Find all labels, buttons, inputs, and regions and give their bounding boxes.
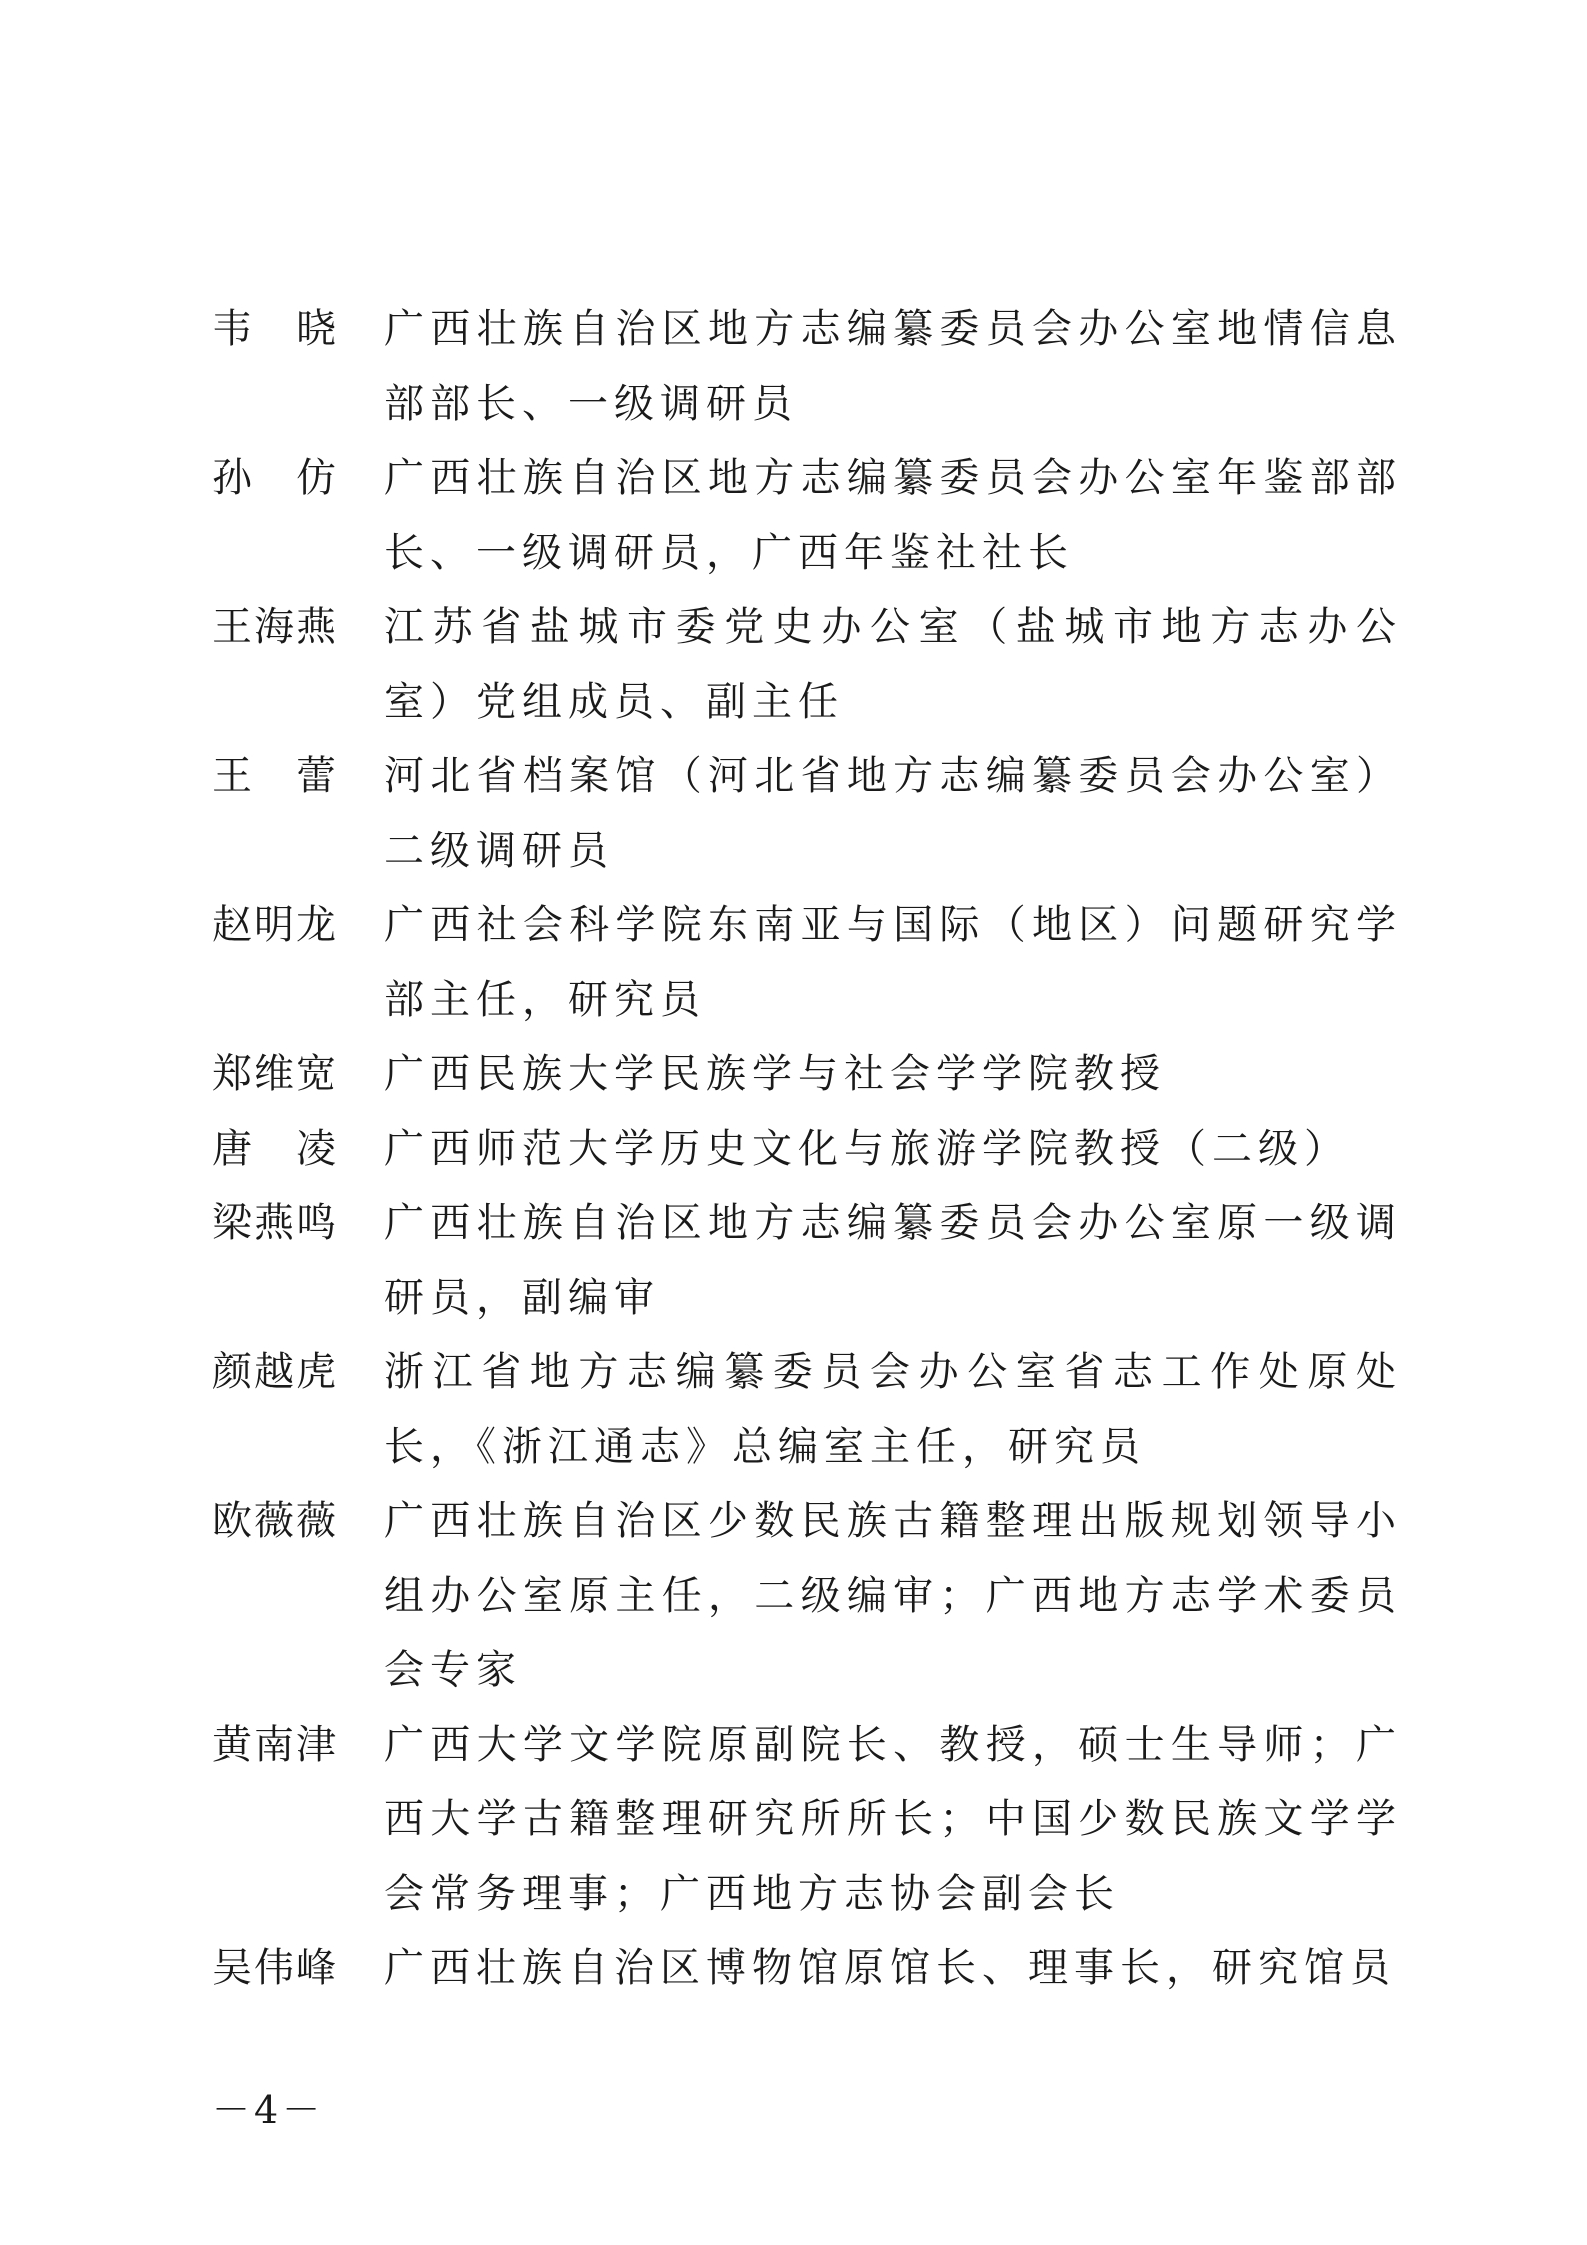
member-name: 梁燕鸣 — [212, 1200, 338, 1246]
member-title: 江苏省盐城市委党史办公室（盐城市地方志办公室）党组成员、副主任 — [384, 604, 1402, 725]
list-item — [212, 739, 1402, 888]
member-title: 浙江省地方志编纂委员会办公室省志工作处原处长，《浙江通志》总编室主任，研究员 — [384, 1349, 1402, 1470]
member-name: 欧薇薇 — [212, 1498, 338, 1544]
member-name: 唐 凌 — [212, 1125, 338, 1172]
list-item — [212, 590, 1402, 739]
member-name: 王 蕾 — [212, 753, 338, 799]
member-title: 广西壮族自治区少数民族古籍整理出版规划领导小组办公室原主任，二级编审；广西地方志学术委员会专家 — [384, 1498, 1402, 1693]
member-name: 吴伟峰 — [212, 1945, 338, 1991]
list-item — [212, 1037, 1402, 1112]
list-item — [212, 1708, 1402, 1932]
member-title: 广西壮族自治区地方志编纂委员会办公室地情信息部部长、一级调研员 — [384, 306, 1402, 427]
member-name: 黄南津 — [212, 1721, 338, 1768]
member-name: 赵明龙 — [212, 902, 338, 948]
member-name: 孙 仿 — [212, 455, 338, 501]
member-name: 王海燕 — [212, 604, 338, 650]
list-item — [212, 1112, 1402, 1187]
page-number: －4－ — [212, 2088, 325, 2132]
member-name: 韦 晓 — [212, 306, 338, 352]
member-title: 广西社会科学院东南亚与国际（地区）问题研究学部主任，研究员 — [384, 902, 1402, 1023]
member-title: 广西民族大学民族学与社会学学院教授 — [384, 1051, 1166, 1097]
member-title: 广西大学文学院原副院长、教授，硕士生导师；广西大学古籍整理研究所所长；中国少数民族文学学会常务理事；广西地方志协会副会长 — [384, 1721, 1402, 1917]
member-title: 广西壮族自治区地方志编纂委员会办公室原一级调研员，副编审 — [384, 1200, 1402, 1321]
list-item — [212, 441, 1402, 590]
member-title: 广西壮族自治区博物馆原馆长、理事长，研究馆员 — [384, 1945, 1396, 1991]
member-title: 河北省档案馆（河北省地方志编纂委员会办公室）二级调研员 — [384, 753, 1402, 874]
member-name: 郑维宽 — [212, 1051, 338, 1097]
member-name: 颜越虎 — [212, 1349, 338, 1395]
list-item — [212, 888, 1402, 1037]
list-item — [212, 1931, 1402, 2006]
member-title: 广西师范大学历史文化与旅游学院教授（二级） — [384, 1125, 1350, 1172]
member-list — [212, 292, 1402, 2006]
list-item — [212, 1484, 1402, 1708]
list-item — [212, 1186, 1402, 1335]
member-title: 广西壮族自治区地方志编纂委员会办公室年鉴部部长、一级调研员，广西年鉴社社长 — [384, 455, 1402, 576]
list-item — [212, 292, 1402, 441]
list-item — [212, 1335, 1402, 1484]
